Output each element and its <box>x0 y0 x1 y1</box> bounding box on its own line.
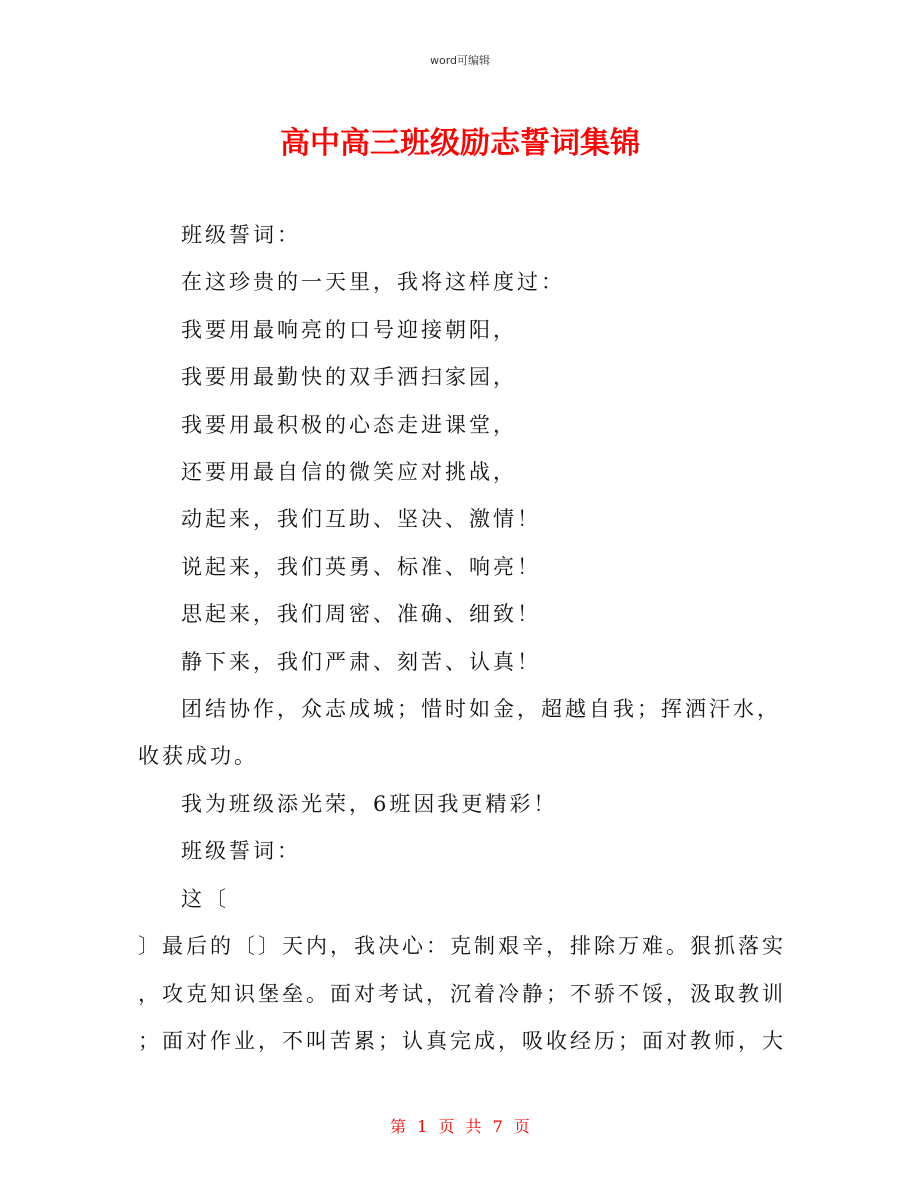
paragraph-line: 我要用最勤快的双手洒扫家园， <box>181 365 517 390</box>
paragraph-line: 我为班级添光荣，6班因我更精彩！ <box>181 791 558 816</box>
paragraph-line: 思起来，我们周密、准确、细致！ <box>181 602 541 627</box>
paragraph-line: ；面对作业，不叫苦累；认真完成，吸收经历；面对教师，大 <box>138 1028 786 1053</box>
paragraph-line: 我要用最积极的心态走进课堂， <box>181 412 517 437</box>
paragraph-line: 班级誓词： <box>181 223 301 247</box>
paragraph-line: 我要用最响亮的口号迎接朝阳， <box>181 317 517 342</box>
paragraph-line: 〕最后的〔〕天内，我决心：克制艰辛，排除万难。狠抓落实 <box>138 934 786 959</box>
paragraph-line: 动起来，我们互助、坚决、激情！ <box>181 507 541 532</box>
paragraph-line: 班级誓词： <box>181 839 301 864</box>
paragraph-line: 还要用最自信的微笑应对挑战， <box>181 460 517 485</box>
page-number-footer: 第 1 页 共 7 页 <box>390 1117 530 1136</box>
paragraph-line: 团结协作，众志成城；惜时如金，超越自我；挥洒汗水， <box>181 697 781 722</box>
paragraph-line: ，攻克知识堡垒。面对考试，沉着冷静；不骄不馁，汲取教训 <box>138 981 786 1006</box>
paragraph-line: 在这珍贵的一天里，我将这样度过： <box>181 270 565 295</box>
paragraph-line: 说起来，我们英勇、标准、响亮！ <box>181 554 541 579</box>
document-title: 高中高三班级励志誓词集锦 <box>280 126 640 161</box>
paragraph-line: 这〔 <box>181 886 229 911</box>
paragraph-line: 静下来，我们严肃、刻苦、认真！ <box>181 649 541 674</box>
document-body <box>138 212 788 1065</box>
header-note: word可编辑 <box>429 54 491 67</box>
paragraph-line: 收获成功。 <box>138 744 258 769</box>
